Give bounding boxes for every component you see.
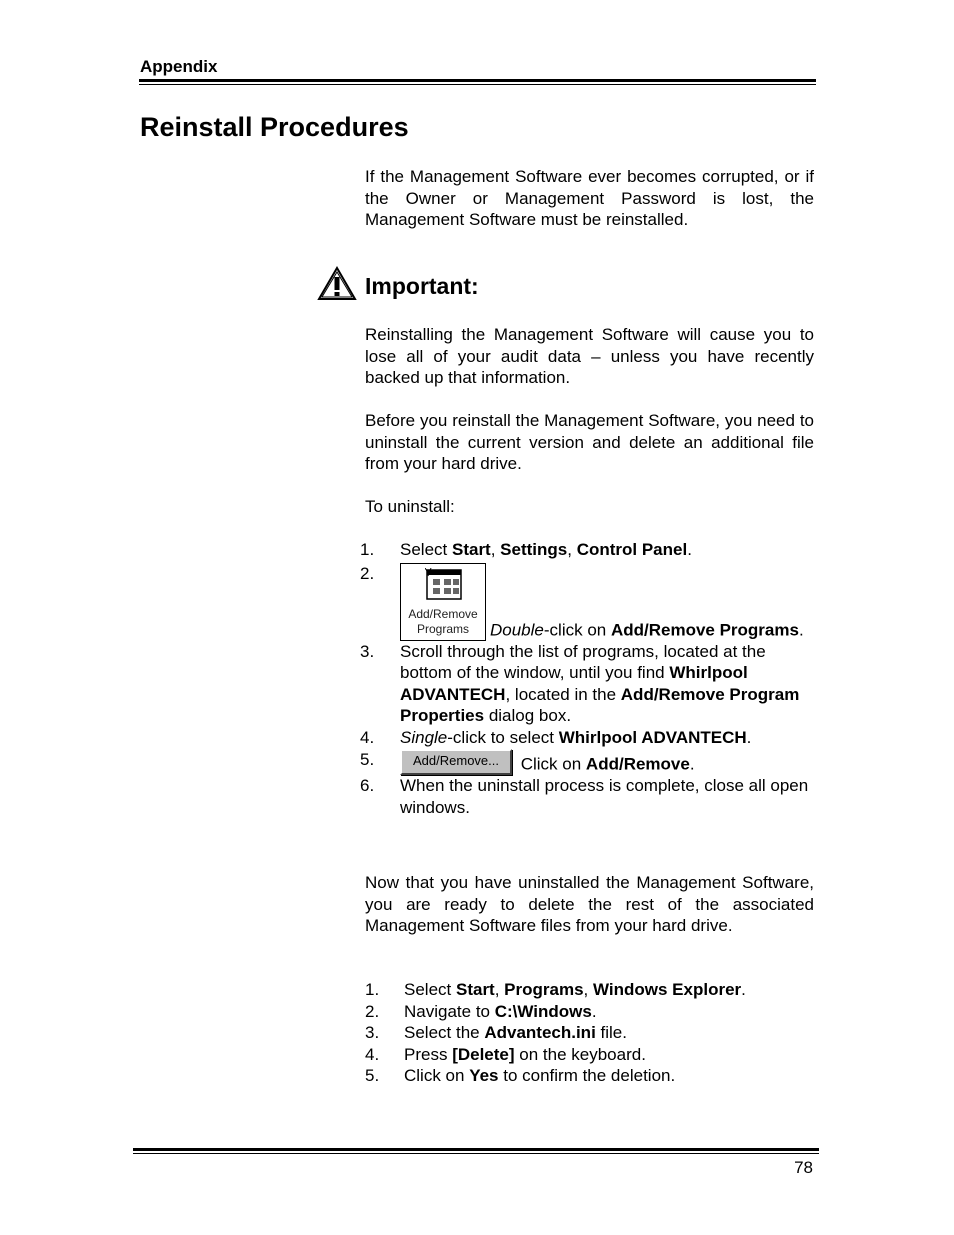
- list-item: 3. Scroll through the list of programs, located at the bottom of the window, until you find Whirlpool ADVANTECH, located in the Add/Remove Program Properties dialog box.: [360, 641, 800, 725]
- uninstall-steps-list: [360, 539, 814, 818]
- list-item: 5. Add/Remove... Click on Add/Remove.: [360, 750, 695, 774]
- to-uninstall-label: To uninstall:: [365, 497, 455, 516]
- intro-paragraph: If the Management Software ever becomes corrupted, or if the Owner or Management Password is lost, the Management Software must be reinstalled.: [365, 167, 814, 229]
- delete-steps-list: [365, 979, 814, 1087]
- add-remove-programs-icon[interactable]: Add/Remove Programs: [400, 563, 486, 641]
- footer-rule-thin: [133, 1153, 819, 1154]
- page-title: Reinstall Procedures: [140, 112, 409, 142]
- list-item: 6. When the uninstall process is complete, close all open windows.: [360, 776, 809, 817]
- list-item: 1. Select Start, Settings, Control Panel.: [360, 540, 692, 559]
- warning-triangle-icon: [317, 266, 357, 302]
- control-panel-window-icon: [425, 568, 465, 602]
- list-item: 3. Select the Advantech.ini file.: [365, 1023, 627, 1042]
- header-rule-thin: [139, 84, 816, 85]
- page-number: 78: [794, 1158, 813, 1177]
- add-remove-button[interactable]: Add/Remove...: [400, 749, 512, 775]
- important-paragraph-2: Before you reinstall the Management Software, you need to uninstall the current version and delete an additional file from your hard drive.: [365, 411, 814, 473]
- list-item: 4. Press [Delete] on the keyboard.: [365, 1044, 646, 1064]
- list-item: 1. Select Start, Programs, Windows Explorer.: [365, 980, 746, 999]
- list-item: 2. Add/Remove Programs Double-click on Add/Remove Programs.: [360, 563, 804, 639]
- after-uninstall-paragraph: Now that you have uninstalled the Management Software, you are ready to delete the rest of the associated Management Software files from your hard drive.: [365, 873, 814, 935]
- list-item: 5. Click on Yes to confirm the deletion.: [365, 1066, 676, 1085]
- list-item: 2. Navigate to C:\Windows.: [365, 1001, 597, 1021]
- footer-rule-thick: [133, 1148, 819, 1151]
- section-header: Appendix: [140, 57, 218, 76]
- important-paragraph-1: Reinstalling the Management Software will cause you to lose all of your audit data – unless you have recently backed up that information.: [365, 325, 814, 387]
- header-rule-thick: [139, 79, 816, 82]
- list-item: 4. Single-click to select Whirlpool ADVANTECH.: [360, 727, 752, 747]
- important-heading: Important:: [365, 273, 479, 299]
